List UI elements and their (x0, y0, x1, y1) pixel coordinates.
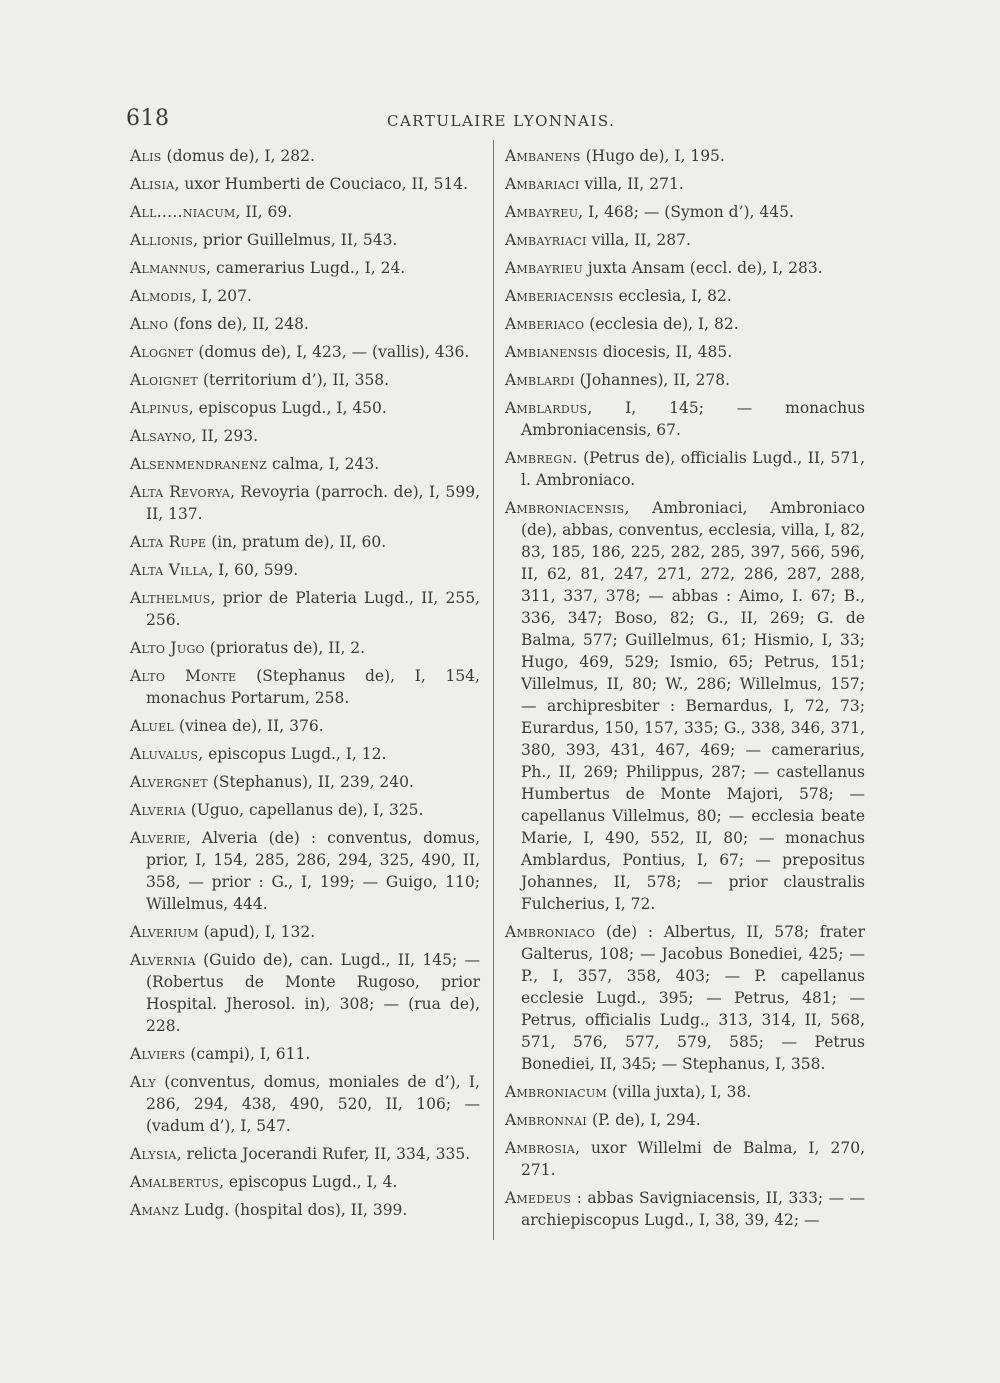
entry-headword: Almodis (130, 287, 192, 305)
index-entry (130, 827, 480, 915)
index-entry (130, 201, 480, 223)
entry-headword: Ambianensis (505, 343, 598, 361)
entry-headword: Alpinus (130, 399, 189, 417)
entry-headword: All.....niacum (130, 203, 236, 221)
entry-text: , camerarius Lugd., I, 24. (206, 259, 406, 277)
index-column-right (505, 145, 865, 1237)
entry-text: , uxor Humberti de Couciaco, II, 514. (174, 175, 469, 193)
entry-text: ecclesia, I, 82. (613, 287, 732, 305)
entry-headword: Amblardus (505, 399, 588, 417)
page-number: 618 (126, 106, 170, 131)
entry-headword: Aluel (130, 717, 175, 735)
index-entry (130, 1171, 480, 1193)
entry-headword: Alveria (130, 801, 186, 819)
entry-headword: Alsayno (130, 427, 192, 445)
index-entry (130, 559, 480, 581)
entry-headword: Ambroniacum (505, 1083, 608, 1101)
entry-text: (ecclesia de), I, 82. (584, 315, 739, 333)
index-entry (505, 313, 865, 335)
entry-text: , relicta Jocerandi Rufer, II, 334, 335. (176, 1145, 471, 1163)
entry-headword: Ambroniacensis (505, 499, 625, 517)
index-entry (130, 453, 480, 475)
entry-text: (Hugo de), I, 195. (580, 147, 725, 165)
entry-text: Ludg. (hospital dos), II, 399. (179, 1201, 408, 1219)
index-entry (130, 173, 480, 195)
index-entry (505, 369, 865, 391)
entry-headword: Ambregn. (505, 449, 578, 467)
entry-headword: Alisia (130, 175, 175, 193)
entry-headword: Alto Jugo (130, 639, 205, 657)
entry-headword: Allionis (130, 231, 194, 249)
index-entry (505, 201, 865, 223)
index-entry (130, 921, 480, 943)
column-rule (493, 140, 494, 1240)
entry-headword: Ambayriaci (505, 231, 587, 249)
index-entry (505, 1081, 865, 1103)
index-entry (130, 397, 480, 419)
entry-headword: Aluvalus (130, 745, 199, 763)
entry-headword: Ambayrieu (505, 259, 583, 277)
entry-headword: Ambariaci (505, 175, 580, 193)
entry-text: , prior de Plateria Lugd., II, 255, 256. (146, 589, 480, 629)
entry-text: (Johannes), II, 278. (574, 371, 730, 389)
index-entry (130, 313, 480, 335)
entry-text: (fons de), II, 248. (168, 315, 309, 333)
entry-text: (conventus, domus, moniales de d’), I, 286, 294, 438, 490, 520, II, 106; — (vadum d’), I, 547. (146, 1073, 480, 1135)
index-entry (505, 397, 865, 441)
index-entry (505, 229, 865, 251)
entry-headword: Alsenmendranenz (130, 455, 268, 473)
entry-headword: Alysia (130, 1145, 177, 1163)
index-entry (130, 425, 480, 447)
entry-headword: Alverie (130, 829, 186, 847)
entry-text: villa, II, 271. (579, 175, 684, 193)
index-entry (505, 285, 865, 307)
entry-text: (Guido de), can. Lugd., II, 145; — (Robertus de Monte Rugoso, prior Hospital. Jherosol. in), 308; — (rua de), 228. (146, 951, 480, 1035)
entry-text: villa, II, 287. (586, 231, 691, 249)
entry-headword: Aloignet (130, 371, 199, 389)
entry-text: , Revoyria (parroch. de), I, 599, II, 137. (146, 483, 480, 523)
entry-text: (Uguo, capellanus de), I, 325. (185, 801, 424, 819)
entry-text: (territorium d’), II, 358. (198, 371, 390, 389)
index-entry (130, 715, 480, 737)
entry-text: calma, I, 243. (267, 455, 380, 473)
entry-headword: Ambanens (505, 147, 581, 165)
entry-text: , I, 60, 599. (208, 561, 299, 579)
entry-headword: Alognet (130, 343, 194, 361)
index-entry (505, 341, 865, 363)
entry-headword: Alis (130, 147, 162, 165)
index-entry (130, 145, 480, 167)
index-entry (130, 369, 480, 391)
entry-text: (domus de), I, 423, — (vallis), 436. (193, 343, 470, 361)
entry-text: (P. de), I, 294. (587, 1111, 701, 1129)
entry-headword: Amanz (130, 1201, 180, 1219)
entry-text: , I, 145; — monachus Ambroniacensis, 67. (521, 399, 865, 439)
entry-headword: Aly (130, 1073, 156, 1091)
index-entry (505, 173, 865, 195)
index-entry (130, 341, 480, 363)
entry-text: juxta Ansam (eccl. de), I, 283. (582, 259, 823, 277)
entry-text: (Stephanus), II, 239, 240. (207, 773, 414, 791)
index-entry (130, 1043, 480, 1065)
index-entry (130, 229, 480, 251)
entry-text: (villa juxta), I, 38. (607, 1083, 752, 1101)
entry-headword: Alverium (130, 923, 199, 941)
entry-text: , episcopus Lugd., I, 450. (188, 399, 387, 417)
entry-text: (campi), I, 611. (185, 1045, 311, 1063)
index-entry (130, 1143, 480, 1165)
entry-headword: Alta Rupe (130, 533, 207, 551)
index-entry (130, 1199, 480, 1221)
entry-text: , II, 293. (191, 427, 259, 445)
entry-headword: Ambayreu (505, 203, 579, 221)
entry-headword: Alto Monte (130, 667, 237, 685)
entry-text: , episcopus Lugd., I, 12. (198, 745, 387, 763)
entry-headword: Amalbertus (130, 1173, 220, 1191)
entry-text: , episcopus Lugd., I, 4. (219, 1173, 398, 1191)
entry-text: , prior Guillelmus, II, 543. (193, 231, 398, 249)
index-column-left (130, 145, 480, 1227)
index-entry (505, 1109, 865, 1131)
entry-text: , I, 207. (191, 287, 252, 305)
entry-headword: Amedeus (505, 1189, 572, 1207)
entry-headword: Alta Revorya (130, 483, 231, 501)
entry-text: , Alveria (de) : conventus, domus, prior, I, 154, 285, 286, 294, 325, 490, II, 358, — prior : G., I, 199; — Guigo, 110; Willelmus, 444. (146, 829, 480, 913)
index-entry (130, 665, 480, 709)
index-entry (505, 497, 865, 915)
index-entry (505, 921, 865, 1075)
entry-text: , uxor Willelmi de Balma, I, 270, 271. (521, 1139, 865, 1179)
entry-text: (apud), I, 132. (198, 923, 316, 941)
index-entry (130, 531, 480, 553)
running-title: CARTULAIRE LYONNAIS. (387, 112, 616, 130)
index-entry (505, 257, 865, 279)
index-entry (505, 1137, 865, 1181)
entry-headword: Alviers (130, 1045, 186, 1063)
entry-headword: Althelmus (130, 589, 211, 607)
entry-headword: Alno (130, 315, 169, 333)
entry-headword: Alta Villa (130, 561, 209, 579)
entry-text: , Ambroniaci, Ambroniaco (de), abbas, conventus, ecclesia, villa, I, 82, 83, 185, 186, 225, 282, 285, 397, 566, 596, II, 62, 81, 247, 271, 272, 286, 287, 288, 311, 337, 378; — abbas : Aimo, I. 67; B., 336, 347; Boso, 82; G., II, 269; G. de Balma, 577; Guillelmus, 61; Hismio, I, 33; Hugo, 469, 529; Ismio, 65; Petrus, 151; Villelmus, II, 80; W., 286; Willelmus, 157; — archipresbiter : Bernardus, I, 72, 73; Eurardus, 150, 157, 335; G., 338, 346, 371, 380, 393, 431, 467, 469; — camerarius, Ph., II, 269; Philippus, 287; — castellanus Humbertus de Monte Majori, 578; — capellanus Villelmus, 80; — ecclesia beate Marie, I, 490, 552, II, 80; — monachus Amblardus, Pontius, I, 67; — prepositus Johannes, II, 578; — prior claustralis Fulcherius, I, 72. (521, 499, 865, 913)
entry-text: (vinea de), II, 376. (174, 717, 324, 735)
index-entry (130, 743, 480, 765)
entry-text: diocesis, II, 485. (597, 343, 733, 361)
entry-text: : abbas Savigniacensis, II, 333; — — archiepiscopus Lugd., I, 38, 39, 42; — (521, 1189, 865, 1229)
index-entry (505, 145, 865, 167)
entry-headword: Amblardi (505, 371, 575, 389)
entry-headword: Ambroniaco (505, 923, 596, 941)
index-entry (130, 587, 480, 631)
entry-text: (in, pratum de), II, 60. (206, 533, 387, 551)
index-entry (130, 949, 480, 1037)
entry-headword: Ambronnai (505, 1111, 588, 1129)
entry-headword: Almannus (130, 259, 207, 277)
index-entry (130, 637, 480, 659)
entry-text: (domus de), I, 282. (161, 147, 315, 165)
index-entry (130, 257, 480, 279)
entry-text: , I, 468; — (Symon d’), 445. (578, 203, 794, 221)
entry-headword: Amberiaco (505, 315, 585, 333)
entry-text: (prioratus de), II, 2. (204, 639, 366, 657)
entry-text: (Stephanus de), I, 154, monachus Portarum, 258. (146, 667, 480, 707)
index-entry (130, 799, 480, 821)
index-entry (130, 771, 480, 793)
entry-text: (de) : Albertus, II, 578; frater Galterus, 108; — Jacobus Bonediei, 425; — P., I, 357, 358, 403; — P. capellanus ecclesie Lugd., 395; — Petrus, 481; — Petrus, officialis Ludg., 313, 314, II, 568, 571, 576, 577, 579, 585; — Petrus Bonediei, II, 345; — Stephanus, I, 358. (521, 923, 865, 1073)
entry-text: , II, 69. (235, 203, 293, 221)
index-entry (505, 447, 865, 491)
entry-headword: Ambrosia (505, 1139, 576, 1157)
index-entry (130, 1071, 480, 1137)
index-entry (130, 285, 480, 307)
index-entry (130, 481, 480, 525)
entry-text: (Petrus de), officialis Lugd., II, 571, l. Ambroniaco. (521, 449, 865, 489)
entry-headword: Alvergnet (130, 773, 208, 791)
entry-headword: Alvernia (130, 951, 196, 969)
entry-headword: Amberiacensis (505, 287, 614, 305)
index-entry (505, 1187, 865, 1231)
